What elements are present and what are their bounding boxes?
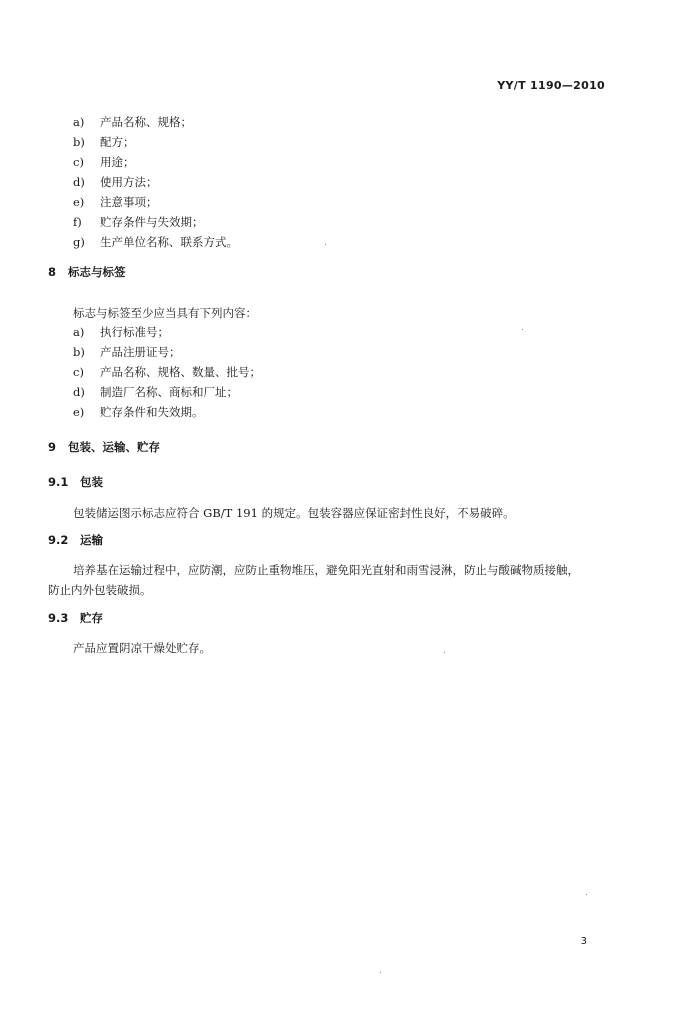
list-marker: f) (73, 215, 82, 229)
section-number: 8 (48, 265, 57, 279)
section-8-heading (48, 264, 126, 280)
list-item (73, 112, 238, 132)
section-title: 包装、运输、贮存 (68, 440, 160, 454)
list-item-text: 制造厂名称、商标和厂址； (100, 385, 238, 399)
list-item (73, 232, 238, 252)
section-9-heading (48, 439, 160, 455)
list-item (73, 152, 238, 172)
list-item-text: 注意事项； (100, 195, 158, 209)
page-number: 3 (580, 936, 587, 947)
list-item (73, 212, 238, 232)
section-8-intro: 标志与标签至少应当具有下列内容： (73, 306, 257, 320)
list-item-text: 产品注册证号； (100, 345, 181, 359)
list-item-text: 贮存条件和失效期。 (100, 405, 204, 419)
standard-code-header: YY/T 1190—2010 (497, 79, 605, 92)
list-item-text: 生产单位名称、联系方式。 (100, 235, 238, 249)
section-title: 标志与标签 (68, 265, 126, 279)
list-item-text: 产品名称、规格、数量、批号； (100, 365, 261, 379)
section-number: 9.3 (48, 611, 69, 625)
scan-speck (325, 244, 326, 245)
list-item (73, 172, 238, 192)
storage-paragraph: 产品应置阴凉干燥处贮存。 (73, 641, 211, 655)
list-marker: a) (73, 325, 85, 339)
transport-paragraph-line-2: 防止内外包装破损。 (48, 583, 152, 597)
list-item (73, 322, 261, 342)
list-marker: b) (73, 345, 85, 359)
product-info-list (73, 112, 238, 252)
section-number: 9 (48, 440, 57, 454)
scan-speck (586, 894, 587, 895)
list-item (73, 382, 261, 402)
section-number: 9.1 (48, 475, 69, 489)
list-marker: c) (73, 155, 84, 169)
list-marker: c) (73, 365, 84, 379)
scan-speck (522, 329, 523, 330)
transport-paragraph-line-1: 培养基在运输过程中，应防潮，应防止重物堆压，避免阳光直射和雨雪浸淋，防止与酸碱物质接触， (73, 563, 579, 577)
list-item (73, 192, 238, 212)
section-9-3-heading (48, 610, 103, 626)
section-title: 运输 (80, 533, 103, 547)
list-item-text: 贮存条件与失效期； (100, 215, 204, 229)
list-marker: d) (73, 385, 85, 399)
section-title: 贮存 (80, 611, 103, 625)
section-title: 包装 (80, 475, 103, 489)
section-9-2-heading (48, 532, 103, 548)
scan-speck (444, 652, 445, 653)
list-marker: a) (73, 115, 85, 129)
list-marker: g) (73, 235, 85, 249)
list-marker: e) (73, 405, 85, 419)
packaging-paragraph: 包装储运图示标志应符合 GB/T 191 的规定。包装容器应保证密封性良好，不易破碎。 (73, 506, 515, 520)
list-item-text: 产品名称、规格； (100, 115, 192, 129)
list-item-text: 用途； (100, 155, 135, 169)
list-marker: b) (73, 135, 85, 149)
list-item (73, 132, 238, 152)
list-marker: e) (73, 195, 85, 209)
list-marker: d) (73, 175, 85, 189)
list-item (73, 362, 261, 382)
list-item-text: 配方； (100, 135, 135, 149)
list-item (73, 342, 261, 362)
list-item (73, 402, 261, 422)
label-content-list (73, 322, 261, 422)
scan-speck (380, 972, 381, 973)
list-item-text: 使用方法； (100, 175, 158, 189)
section-number: 9.2 (48, 533, 69, 547)
list-item-text: 执行标准号； (100, 325, 169, 339)
section-9-1-heading (48, 474, 103, 490)
